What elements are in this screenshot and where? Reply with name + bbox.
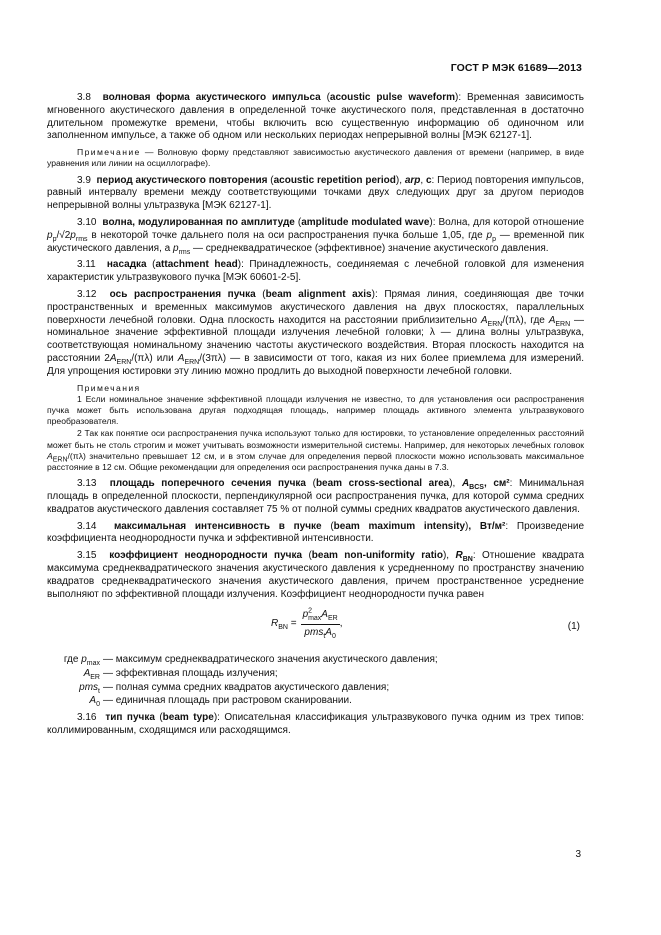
formula-1 — [47, 605, 584, 647]
standard-header: ГОСТ Р МЭК 61689—2013 — [450, 62, 582, 74]
definition-3-16: 3.16 тип пучка (beam type): Описательная классификация ультразвукового пучка одним из трех типов: коллимированным, сходящимся или расходящимся. — [47, 711, 584, 736]
legend-row: где $p_{max}$ — максимум среднеквадратического значения акустического давления; — [63, 654, 438, 668]
page-content — [47, 92, 584, 741]
note-3-12-2: 2 Так как понятие оси распространения пучка используют только для юстировки, то установление определенных расстояний может быть не столь строгим и может учитывать возможности измерительной системы. Например, для некоторых лечебных головок $A_{ERN}/(\pi\lambda)$ значительно превышает 12 см, и в этом случае для определения первой плоскости можно использовать максимальное расстояние в 12 см. Общие рекомендации для определения оси распространения пучка даны в 7.3. — [47, 428, 584, 472]
note-3-12-1: 1 Если номинальное значение эффективной площади излучения не известно, то для установления оси распространения пучка может быть использована другая подходящая площадь, например площадь активного элемента ультразвукового преобразователя. — [47, 393, 584, 427]
formula-legend — [47, 653, 584, 707]
definition-3-15: 3.15 коэффициент неоднородности пучка (beam non-uniformity ratio), $R_{BN}$: Отношение квадрата максимума среднеквадратического значения акустического давления к усредненному по пространству значению квадратов среднеквадратического значения акустического давления, причем пространственное усреднение выполняют по эффективной площади излучения. Коэффициент неоднородности пучка равен — [47, 550, 585, 600]
legend-row: pms$_t$ — полная сумма средних квадратов акустического давления; — [79, 681, 390, 695]
notes-title: Примечания — [77, 382, 141, 393]
definition-3-8: 3.8 волновая форма акустического импульса (acoustic pulse waveform): Временная зависимость мгновенного акустического давления в определенной точке акустического поля, представленная в достаточно длительном промежутке времени, чтобы включить всю существенную информацию об одиночном или заполненном импульсе, а также об одном или нескольких периодах непрерывной волны [МЭК 62127-1]. — [47, 92, 584, 142]
legend-row: $A_0$ — единичная площадь при растровом сканировании. — [89, 695, 352, 709]
definition-3-13: 3.13 площадь поперечного сечения пучка (beam cross-sectional area), $A_{BCS}$, см²: Минимальная площадь в определенной плоскости, перпендикулярной оси распространения пучка, для которой сумма средних квадратов акустического давления составляет 75 % от полной суммы средних квадратов акустического давления. — [47, 478, 585, 515]
definition-3-11: 3.11 насадка (attachment head): Принадлежность, соединяемая с лечебной головкой для изменения характеристик ультразвукового пучка [МЭК 60601-2-5]. — [47, 259, 585, 284]
equation-number: (1) — [567, 621, 580, 633]
page-number: 3 — [575, 849, 581, 860]
definition-3-12: 3.12 ось распространения пучка (beam alignment axis): Прямая линия, соединяющая две точки пространственных и временных максимумов акустического давления на двух плоскостях, параллельных поверхности лечебной головки. Одна плоскость находится на расстоянии приблизительно $A_{ERN}/(\pi\lambda)$, где $A_{ERN}$ — номинальное значение эффективной площади излучения лечебной головки; λ — длина волны ультразвука, соответствующая номинальному значению частоты акустического воздействия. Вторая плоскость находится на расстоянии $2A_{ERN}/(\pi\lambda)$ или $A_{ERN}/(3\pi\lambda)$ — в зависимости от того, какая из них более приемлема для измерений. Для упрощения юстировки эту линию можно продлить до выходной поверхности лечебной головки. — [47, 288, 584, 377]
definition-3-9: 3.9 период акустического повторения (acoustic repetition period), arp, с: Период повторения импульсов, равный интервалу времени между соответствующими точками двух следующих друг за другом периодов непрерывной волны ультразвука [МЭК 62127-1]. — [47, 174, 585, 212]
formula-expression: $R_{BN}$ = $\frac{p^2_{max}A_{ER}}{pms_tA_0}$ , — [271, 608, 343, 641]
definition-3-14: 3.14 максимальная интенсивность в пучке (beam maximum intensity), Вт/м²: Произведение коэффициента неоднородности пучка и эффективной интенсивности. — [47, 520, 585, 545]
note-3-8: Примечание — Волновую форму представляют зависимостью акустического давления от времени (например, в виде уравнения или линии на осциллографе). — [47, 147, 584, 169]
definition-3-10: 3.10 волна, модулированная по амплитуде (amplitude modulated wave): Волна, для которой отношение $p_p/√2p_{rms}$ в некоторой точке дальнего поля на оси распространения пучка больше 1,05, где $p_p$ — временной пик акустического давления, а $p_{rms}$ — среднеквадратическое (эффективное) значение акустического давления. — [47, 216, 585, 256]
legend-row: $A_{ER}$ — эффективная площадь излучения; — [83, 667, 278, 681]
